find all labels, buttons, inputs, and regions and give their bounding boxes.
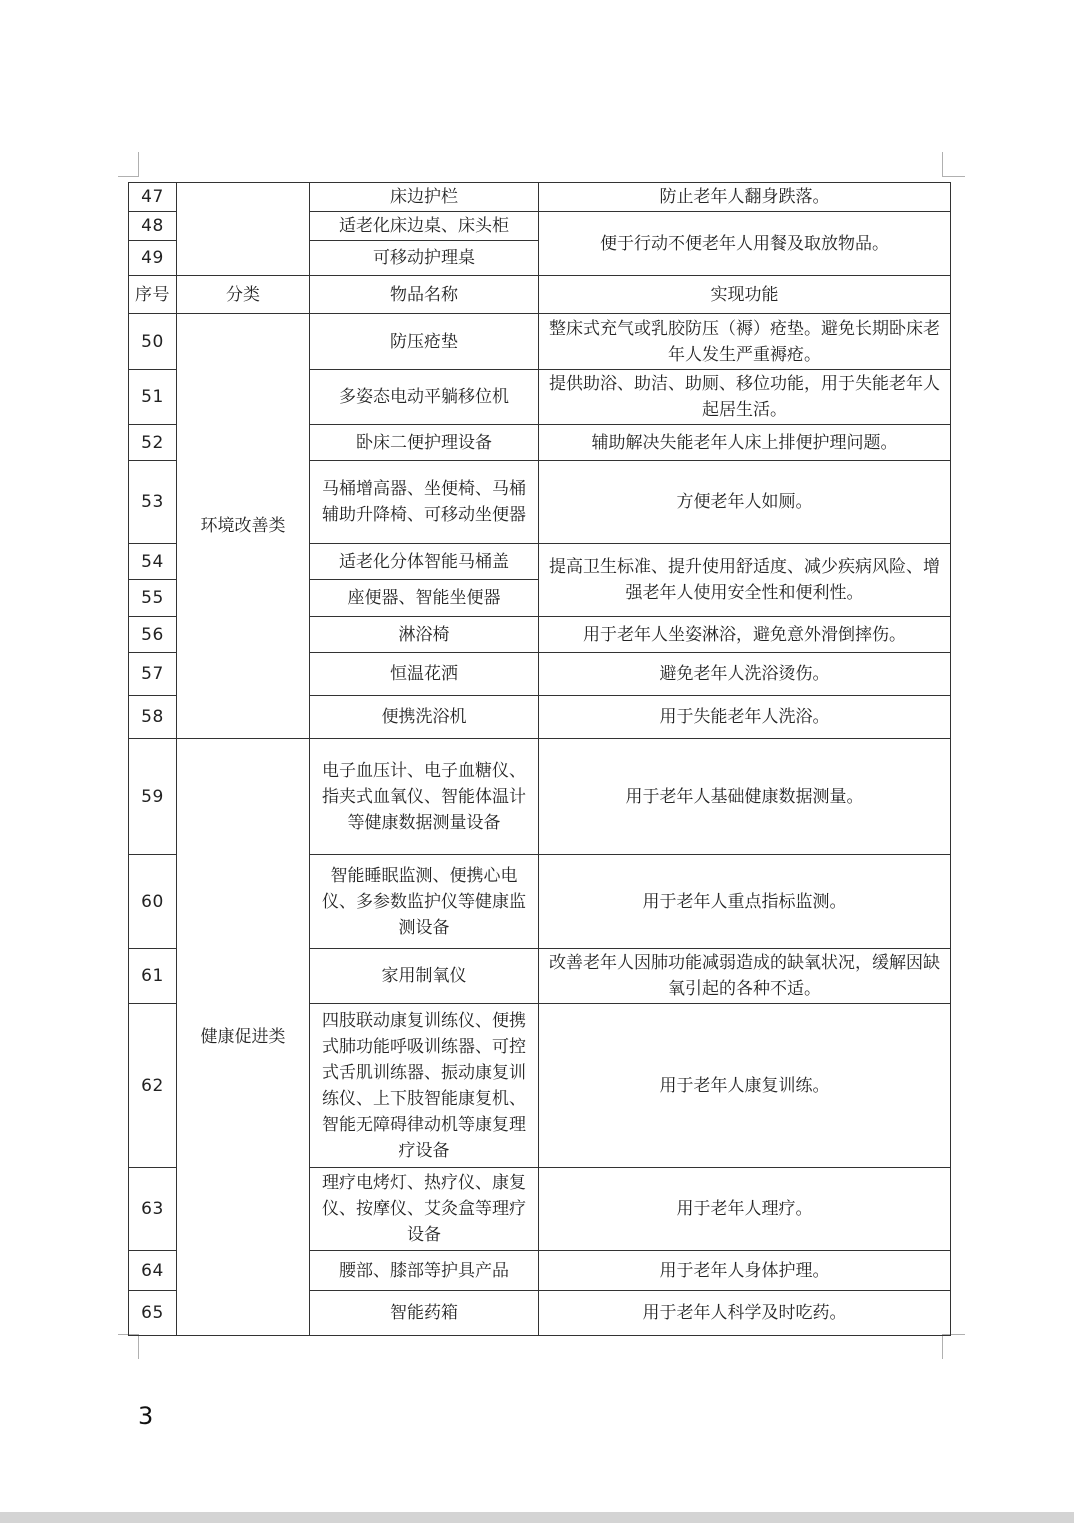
row-number: 64	[129, 1251, 177, 1291]
row-number: 51	[129, 370, 177, 425]
item-function: 用于老年人基础健康数据测量。	[539, 739, 951, 855]
item-name: 电子血压计、电子血糖仪、指夹式血氧仪、智能体温计等健康数据测量设备	[310, 739, 539, 855]
item-function: 用于老年人康复训练。	[539, 1004, 951, 1168]
item-name: 智能药箱	[310, 1291, 539, 1336]
item-name: 四肢联动康复训练仪、便携式肺功能呼吸训练器、可控式舌肌训练器、振动康复训练仪、上下肢智能康复机、智能无障碍律动机等康复理疗设备	[310, 1004, 539, 1168]
item-function: 整床式充气或乳胶防压（褥）疮垫。避免长期卧床老年人发生严重褥疮。	[539, 314, 951, 370]
row-number: 55	[129, 580, 177, 617]
item-function: 防止老年人翻身跌落。	[539, 183, 951, 212]
item-function: 提高卫生标准、提升使用舒适度、减少疾病风险、增强老年人使用安全性和便利性。	[539, 544, 951, 617]
item-function: 提供助浴、助洁、助厕、移位功能，用于失能老年人起居生活。	[539, 370, 951, 425]
item-name: 卧床二便护理设备	[310, 425, 539, 461]
row-number: 54	[129, 544, 177, 580]
row-number: 56	[129, 617, 177, 653]
row-number: 63	[129, 1168, 177, 1251]
item-function: 改善老年人因肺功能减弱造成的缺氧状况，缓解因缺氧引起的各种不适。	[539, 949, 951, 1004]
table-row	[129, 739, 951, 855]
item-name: 恒温花洒	[310, 653, 539, 696]
item-function: 辅助解决失能老年人床上排便护理问题。	[539, 425, 951, 461]
header-no: 序号	[129, 276, 177, 314]
crop-mark-bottom-right	[942, 1334, 965, 1359]
item-name: 适老化分体智能马桶盖	[310, 544, 539, 580]
table-row	[129, 183, 951, 212]
row-number: 53	[129, 461, 177, 544]
item-name: 马桶增高器、坐便椅、马桶辅助升降椅、可移动坐便器	[310, 461, 539, 544]
item-name: 淋浴椅	[310, 617, 539, 653]
header-category: 分类	[177, 276, 310, 314]
row-number: 49	[129, 241, 177, 276]
row-number: 62	[129, 1004, 177, 1168]
row-number: 57	[129, 653, 177, 696]
product-table	[128, 182, 951, 1336]
item-name: 腰部、膝部等护具产品	[310, 1251, 539, 1291]
category-cell	[177, 183, 310, 276]
category-cell: 环境改善类	[177, 314, 310, 739]
row-number: 47	[129, 183, 177, 212]
crop-mark-bottom-left	[118, 1334, 139, 1359]
item-function: 用于失能老年人洗浴。	[539, 696, 951, 739]
item-function: 避免老年人洗浴烫伤。	[539, 653, 951, 696]
category-cell: 健康促进类	[177, 739, 310, 1336]
row-number: 61	[129, 949, 177, 1004]
item-function: 用于老年人重点指标监测。	[539, 855, 951, 949]
item-function: 用于老年人科学及时吃药。	[539, 1291, 951, 1336]
header-row	[129, 276, 951, 314]
item-function: 用于老年人坐姿淋浴，避免意外滑倒摔伤。	[539, 617, 951, 653]
row-number: 52	[129, 425, 177, 461]
bottom-scroll-bar	[0, 1512, 1074, 1523]
item-function: 用于老年人身体护理。	[539, 1251, 951, 1291]
item-name: 智能睡眠监测、便携心电仪、多参数监护仪等健康监测设备	[310, 855, 539, 949]
item-name: 防压疮垫	[310, 314, 539, 370]
item-function: 便于行动不便老年人用餐及取放物品。	[539, 212, 951, 276]
page-number: 3	[138, 1402, 154, 1430]
item-name: 床边护栏	[310, 183, 539, 212]
row-number: 60	[129, 855, 177, 949]
row-number: 48	[129, 212, 177, 241]
item-name: 座便器、智能坐便器	[310, 580, 539, 617]
table-row	[129, 314, 951, 370]
item-name: 适老化床边桌、床头柜	[310, 212, 539, 241]
item-name: 多姿态电动平躺移位机	[310, 370, 539, 425]
item-function: 用于老年人理疗。	[539, 1168, 951, 1251]
header-name: 物品名称	[310, 276, 539, 314]
row-number: 65	[129, 1291, 177, 1336]
row-number: 50	[129, 314, 177, 370]
row-number: 58	[129, 696, 177, 739]
item-name: 便携洗浴机	[310, 696, 539, 739]
header-function: 实现功能	[539, 276, 951, 314]
item-function: 方便老年人如厕。	[539, 461, 951, 544]
crop-mark-top-right	[942, 152, 965, 177]
item-name: 可移动护理桌	[310, 241, 539, 276]
item-name: 理疗电烤灯、热疗仪、康复仪、按摩仪、艾灸盒等理疗设备	[310, 1168, 539, 1251]
row-number: 59	[129, 739, 177, 855]
item-name: 家用制氧仪	[310, 949, 539, 1004]
crop-mark-top-left	[118, 152, 139, 177]
